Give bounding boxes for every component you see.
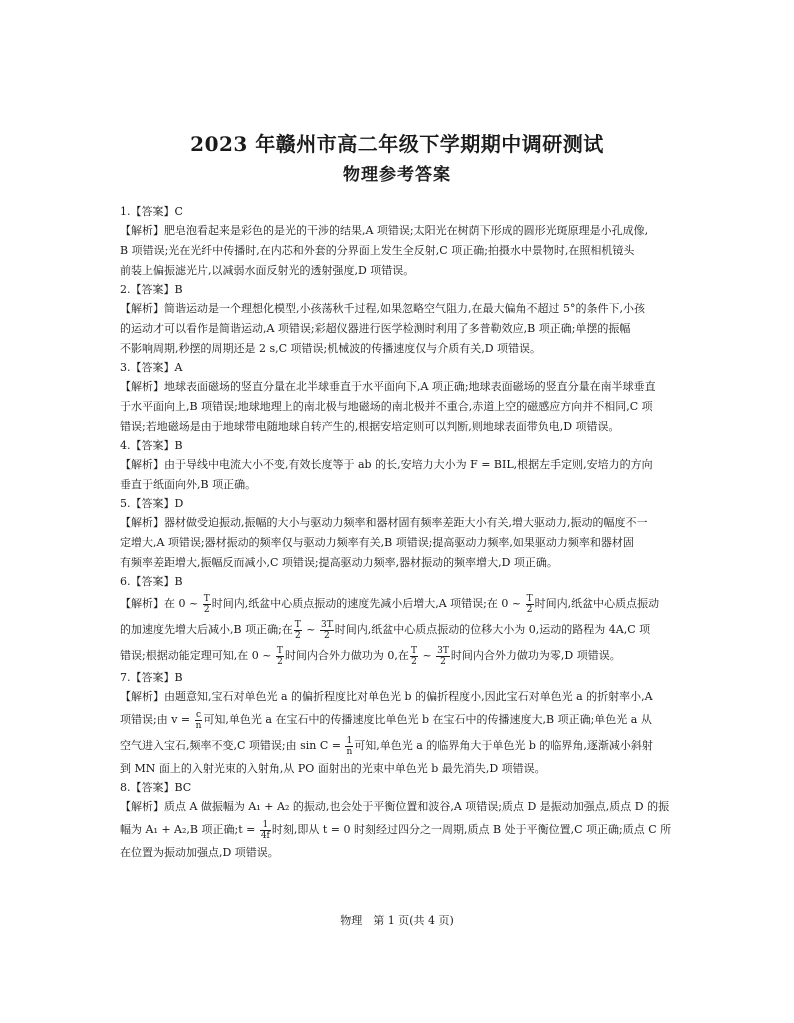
explanation-line: 错误;若地磁场是由于地球带电随地球自转产生的,根据安培定则可以判断,则地球表面带负电,D 项错误。 (120, 420, 620, 433)
denominator: 2 (526, 604, 533, 615)
text-run: 空气进入宝石,频率不变,C 项错误;由 sin C = (120, 739, 345, 752)
explanation-line: 于水平面向上,B 项错误;地球地理上的南北极与地磁场的南北极并不重合,赤道上空的磁感应方向并不相同,C 项 (120, 400, 653, 413)
text-run: ~ (418, 649, 436, 662)
question-3 (120, 359, 680, 437)
text-run: 可知,单色光 a 在宝石中的传播速度比单色光 b 在宝石中的传播速度大,B 项正确;单色光 a 从 (203, 713, 652, 726)
answer-label: 3.【答案】A (120, 361, 183, 374)
answer-label: 8.【答案】BC (120, 781, 192, 794)
question-2 (120, 281, 680, 359)
explanation-line: 【解析】质点 A 做振幅为 A₁ + A₂ 的振动,也会处于平衡位置和波谷,A 项错误;质点 D 是振动加强点,质点 D 的振 (120, 800, 670, 813)
text-run: 时间内合外力做功为零,D 项错误。 (450, 649, 621, 662)
answer-label: 7.【答案】B (120, 671, 183, 684)
text-run: 幅为 A₁ + A₂,B 项正确;t = (120, 823, 259, 836)
denominator: 2 (277, 656, 283, 667)
explanation-line: 定增大,A 项错误;器材振动的频率仅与驱动力频率有关,B 项错误;提高驱动力频率,如果驱动力频率和器材固 (120, 536, 634, 549)
denominator: 2 (324, 630, 330, 641)
fraction-t-over-2 (410, 646, 418, 667)
text-run: 时刻,即从 t = 0 时刻经过四分之一周期,质点 B 处于平衡位置,C 项正确;质点 C 所 (271, 823, 672, 836)
text-run: 项错误;由 v = (120, 713, 194, 726)
text-run: ~ (302, 623, 320, 636)
fraction-1-over-n (345, 736, 353, 757)
explanation-line: 【解析】简谐运动是一个理想化模型,小孩荡秋千过程,如果忽略空气阻力,在最大偏角不超过 5°的条件下,小孩 (120, 302, 645, 315)
question-4 (120, 437, 680, 495)
question-7 (120, 669, 680, 779)
explanation-line: 【解析】由题意知,宝石对单色光 a 的偏折程度比对单色光 b 的偏折程度小,因此宝石对单色光 a 的折射率小,A (120, 690, 653, 703)
explanation-line: 【解析】肥皂泡看起来是彩色的是光的干涉的结果,A 项错误;太阳光在树荫下形成的圆形光斑原理是小孔成像, (120, 224, 649, 237)
text-run: 【解析】在 0 ~ (120, 597, 202, 610)
answer-label: 2.【答案】B (120, 283, 183, 296)
text-run: 时间内合外力做功为 0,在 (284, 649, 409, 662)
text-run: 时间内,纸盆中心质点振动 (534, 597, 660, 610)
explanation-line: 不影响周期,秒摆的周期还是 2 s,C 项错误;机械波的传播速度仅与介质有关,D 项错误。 (120, 342, 542, 355)
explanation-line (120, 591, 680, 617)
answer-label: 6.【答案】B (120, 575, 183, 588)
explanation-line: 到 MN 面上的入射光束的入射角,从 PO 面射出的光束中单色光 b 最先消失,D 项错误。 (120, 762, 546, 775)
fraction-3t-over-2 (320, 620, 334, 641)
answer-list (120, 203, 680, 863)
text-run: 的加速度先增大后减小,B 项正确;在 (120, 623, 293, 636)
explanation-line: 【解析】由于导线中电流大小不变,有效长度等于 ab 的长,安培力大小为 F = BIL,根据左手定则,安培力的方向 (120, 458, 653, 471)
explanation-line (120, 643, 680, 669)
page-footer: 物理 第 1 页(共 4 页) (340, 914, 454, 927)
explanation-line: 【解析】器材做受迫振动,振幅的大小与驱动力频率和器材固有频率差距大小有关,增大驱动力,振动的幅度不一 (120, 516, 648, 529)
denominator: n (195, 720, 202, 731)
denominator: 4f (260, 830, 270, 841)
numerator: T (294, 619, 301, 630)
question-8 (120, 779, 680, 863)
fraction-3t-over-2 (436, 646, 450, 667)
numerator: T (526, 593, 533, 604)
fraction-t-over-2 (203, 594, 211, 615)
answer-label: 4.【答案】B (120, 439, 183, 452)
explanation-line (120, 733, 680, 759)
numerator: c (196, 709, 202, 720)
numerator: T (276, 645, 283, 656)
denominator: 2 (203, 604, 210, 615)
denominator: 2 (440, 656, 446, 667)
question-5 (120, 495, 680, 573)
fraction-t-over-2 (294, 620, 302, 641)
page-subtitle: 物理参考答案 (343, 165, 451, 185)
numerator: 1 (260, 820, 271, 831)
answer-label: 5.【答案】D (120, 497, 184, 510)
numerator: T (410, 645, 417, 656)
fraction-t-over-2 (276, 646, 284, 667)
denominator: 2 (411, 656, 417, 667)
explanation-line: 垂直于纸面向外,B 项正确。 (120, 478, 257, 491)
explanation-line (120, 817, 680, 843)
explanation-line: B 项错误;光在光纤中传播时,在内芯和外套的分界面上发生全反射,C 项正确;拍摄水中景物时,在照相机镜头 (120, 244, 635, 257)
fraction-1-over-4f (260, 820, 271, 841)
denominator: 2 (294, 630, 301, 641)
explanation-line: 有频率差距增大,振幅反而减小,C 项错误;提高驱动力频率,器材振动的频率增大,D 项正确。 (120, 556, 558, 569)
fraction-t-over-2 (526, 594, 534, 615)
text-run: 时间内,纸盆中心质点振动的位移大小为 0,运动的路程为 4A,C 项 (334, 623, 651, 636)
denominator: n (346, 746, 353, 757)
question-1 (120, 203, 680, 281)
numerator: 1 (346, 735, 353, 746)
explanation-line: 在位置为振动加强点,D 项错误。 (120, 846, 279, 859)
answer-label: 1.【答案】C (120, 205, 183, 218)
explanation-line (120, 617, 680, 643)
page-title: 2023 年赣州市高二年级下学期期中调研测试 (190, 132, 604, 156)
numerator: 3T (437, 645, 449, 656)
explanation-line: 【解析】地球表面磁场的竖直分量在北半球垂直于水平面向下,A 项正确;地球表面磁场的竖直分量在南半球垂直 (120, 380, 656, 393)
text-run: 时间内,纸盆中心质点振动的速度先减小后增大,A 项错误;在 0 ~ (211, 597, 525, 610)
question-6 (120, 573, 680, 669)
explanation-line: 前装上偏振滤光片,以减弱水面反射光的透射强度,D 项错误。 (120, 264, 415, 277)
explanation-line (120, 707, 680, 733)
text-run: 错误;根据动能定理可知,在 0 ~ (120, 649, 275, 662)
fraction-c-over-n (195, 710, 203, 731)
explanation-line: 的运动才可以看作是简谐运动,A 项错误;彩超仪器进行医学检测时利用了多普勒效应,B 项正确;单摆的振幅 (120, 322, 631, 335)
text-run: 可知,单色光 a 的临界角大于单色光 b 的临界角,逐渐减小斜射 (354, 739, 653, 752)
numerator: T (203, 593, 210, 604)
numerator: 3T (321, 619, 333, 630)
